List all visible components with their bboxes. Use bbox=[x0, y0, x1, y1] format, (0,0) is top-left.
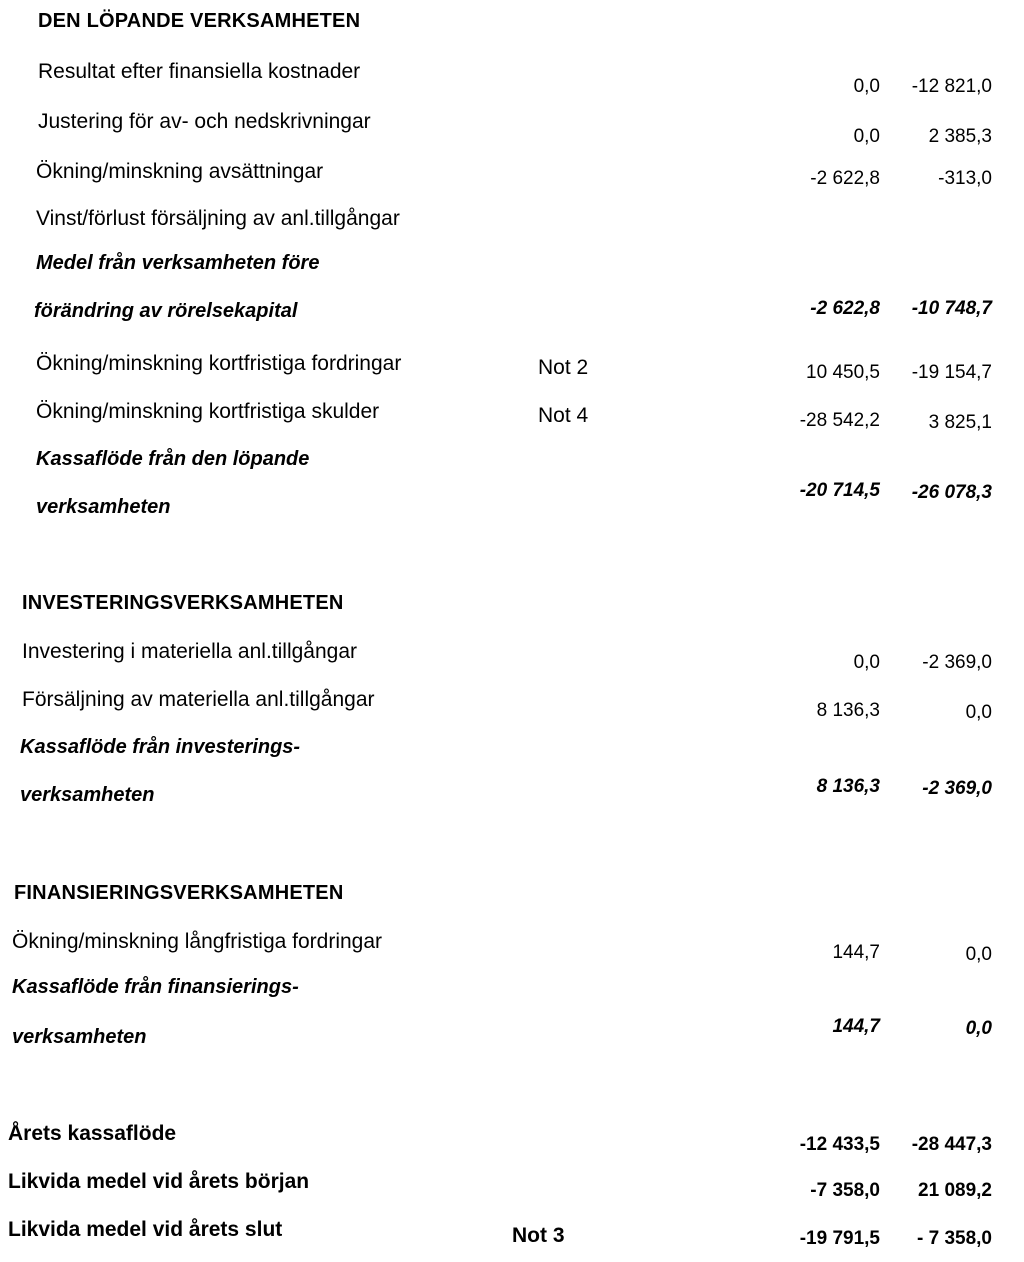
table-row bbox=[0, 686, 1024, 726]
table-row bbox=[0, 398, 1024, 438]
value-col2: -313,0 bbox=[938, 168, 992, 189]
table-row bbox=[0, 154, 1024, 194]
subtotal-row bbox=[0, 298, 1024, 338]
table-row bbox=[0, 926, 1024, 966]
note-ref: Not 4 bbox=[538, 404, 589, 427]
value-col2: -2 369,0 bbox=[922, 778, 992, 799]
value-col2: 21 089,2 bbox=[918, 1180, 992, 1201]
table-row bbox=[0, 348, 1024, 388]
value-col1: -28 542,2 bbox=[799, 410, 880, 431]
value-col1: -7 358,0 bbox=[810, 1180, 880, 1201]
note-ref: Not 2 bbox=[538, 356, 589, 379]
value-col1: 0,0 bbox=[853, 76, 880, 97]
value-col2: -12 821,0 bbox=[911, 76, 992, 97]
row-label: Medel från verksamheten före bbox=[36, 252, 320, 274]
row-label: Vinst/förlust försäljning av anl.tillgångar bbox=[36, 207, 400, 230]
row-label: Justering för av- och nedskrivningar bbox=[38, 110, 371, 133]
value-col2: -2 369,0 bbox=[922, 652, 992, 673]
section-title: FINANSIERINGSVERKSAMHETEN bbox=[14, 882, 344, 904]
row-label: Årets kassaflöde bbox=[8, 1122, 177, 1145]
value-col1: 8 136,3 bbox=[816, 700, 880, 721]
value-col1: -19 791,5 bbox=[799, 1228, 880, 1249]
summary-row bbox=[0, 1214, 1024, 1254]
section-heading-investering bbox=[0, 588, 1024, 628]
row-label: Kassaflöde från investerings- bbox=[20, 736, 301, 758]
value-col2: 0,0 bbox=[965, 702, 992, 723]
value-col1: 0,0 bbox=[853, 126, 880, 147]
summary-row bbox=[0, 1118, 1024, 1158]
row-label: verksamheten bbox=[12, 1026, 147, 1048]
table-row bbox=[0, 54, 1024, 97]
row-label: Ökning/minskning långfristiga fordringar bbox=[12, 930, 383, 953]
note-ref: Not 3 bbox=[512, 1224, 565, 1247]
value-col2: 0,0 bbox=[965, 944, 992, 965]
value-col2: 3 825,1 bbox=[928, 412, 992, 433]
subtotal-row bbox=[0, 250, 1024, 290]
subtotal-row bbox=[0, 734, 1024, 774]
subtotal-row bbox=[0, 480, 1024, 534]
value-col2: -26 078,3 bbox=[911, 482, 992, 503]
value-col1: 10 450,5 bbox=[806, 362, 880, 383]
value-col1: 0,0 bbox=[853, 652, 880, 673]
value-col1: -2 622,8 bbox=[810, 298, 880, 319]
row-label: verksamheten bbox=[36, 496, 171, 518]
subtotal-row bbox=[0, 776, 1024, 824]
subtotal-row bbox=[0, 1016, 1024, 1062]
value-col2: 2 385,3 bbox=[928, 126, 992, 147]
value-col2: -28 447,3 bbox=[911, 1134, 992, 1155]
row-label: Likvida medel vid årets början bbox=[8, 1170, 310, 1193]
summary-row bbox=[0, 1166, 1024, 1206]
value-col1: -12 433,5 bbox=[799, 1134, 880, 1155]
row-label: Ökning/minskning avsättningar bbox=[36, 160, 324, 183]
row-label: Kassaflöde från finansierings- bbox=[12, 976, 299, 998]
value-col1: 144,7 bbox=[832, 942, 880, 963]
section-heading-lopande bbox=[0, 4, 1024, 44]
row-label: verksamheten bbox=[20, 784, 155, 806]
value-col1: 8 136,3 bbox=[816, 776, 880, 797]
table-row bbox=[0, 203, 1024, 243]
row-label: Investering i materiella anl.tillgångar bbox=[22, 640, 358, 663]
row-label: Försäljning av materiella anl.tillgångar bbox=[22, 688, 375, 711]
table-row bbox=[0, 104, 1024, 147]
section-title: INVESTERINGSVERKSAMHETEN bbox=[22, 592, 344, 614]
value-col1: 144,7 bbox=[832, 1016, 880, 1037]
value-col2: -10 748,7 bbox=[911, 298, 992, 319]
value-col1: -2 622,8 bbox=[810, 168, 880, 189]
value-col2: - 7 358,0 bbox=[917, 1228, 992, 1249]
row-label: Ökning/minskning kortfristiga fordringar bbox=[36, 352, 402, 375]
subtotal-row bbox=[0, 974, 1024, 1014]
value-col1: -20 714,5 bbox=[799, 480, 880, 501]
value-col2: -19 154,7 bbox=[911, 362, 992, 383]
row-label: förändring av rörelsekapital bbox=[34, 300, 298, 322]
section-title: DEN LÖPANDE VERKSAMHETEN bbox=[38, 10, 361, 32]
row-label: Resultat efter finansiella kostnader bbox=[38, 60, 361, 83]
row-label: Ökning/minskning kortfristiga skulder bbox=[36, 400, 380, 423]
row-label: Kassaflöde från den löpande bbox=[36, 448, 310, 470]
value-col2: 0,0 bbox=[965, 1018, 992, 1039]
table-row bbox=[0, 638, 1024, 678]
row-label: Likvida medel vid årets slut bbox=[8, 1218, 283, 1241]
section-heading-finansiering bbox=[0, 878, 1024, 918]
